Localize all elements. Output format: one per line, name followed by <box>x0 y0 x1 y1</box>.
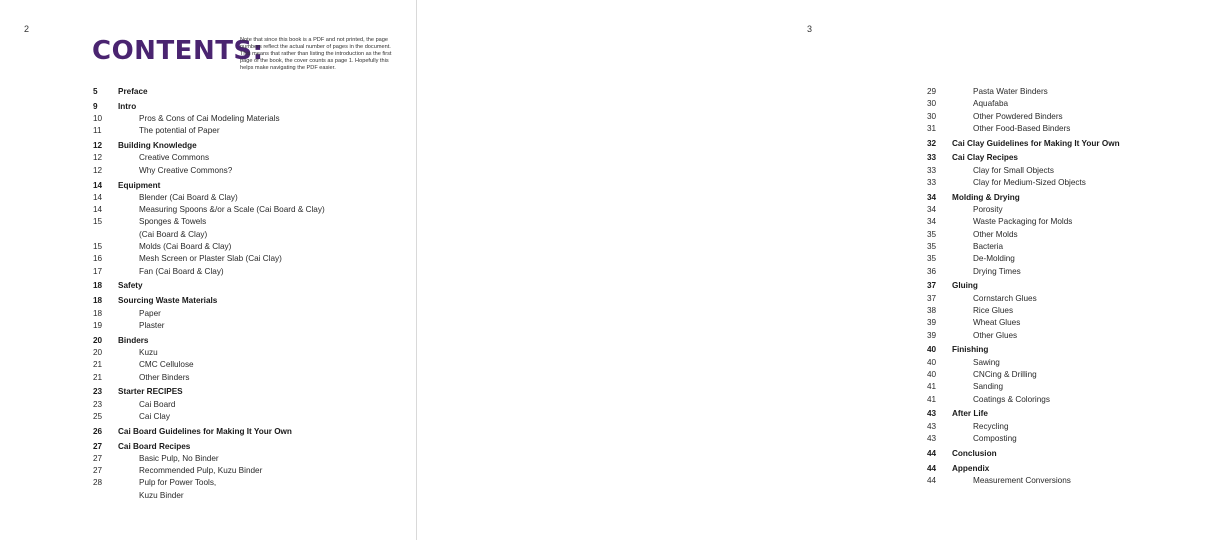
toc-page-number: 40 <box>927 357 937 367</box>
contents-title: CONTENTS: <box>92 36 264 66</box>
toc-page-number: 27 <box>93 453 103 463</box>
toc-page-number: 19 <box>93 320 103 330</box>
toc-page-number: 39 <box>927 330 937 340</box>
toc-entry-title: Measurement Conversions <box>973 475 1071 485</box>
toc-entry-title: Drying Times <box>973 266 1021 276</box>
toc-entry-title: Cornstarch Glues <box>973 293 1037 303</box>
toc-subsection-entry[interactable] <box>93 453 403 465</box>
toc-entry-title: Equipment <box>118 180 161 190</box>
toc-entry-title: Conclusion <box>952 448 997 458</box>
toc-entry-title: Finishing <box>952 345 989 355</box>
toc-entry-title: The potential of Paper <box>139 126 220 136</box>
toc-entry-title: Pasta Water Binders <box>973 87 1048 96</box>
toc-page-number: 37 <box>927 293 937 303</box>
toc-subsection-entry[interactable] <box>93 399 403 411</box>
toc-entry-title: Pros & Cons of Cai Modeling Materials <box>139 114 280 124</box>
toc-entry-title: Sawing <box>973 357 1000 367</box>
toc-subsection-entry[interactable] <box>927 229 1227 241</box>
page-number-left: 2 <box>24 24 30 34</box>
toc-entry-title: Preface <box>118 87 148 96</box>
toc-section-entry[interactable] <box>927 280 1227 292</box>
toc-page-number: 33 <box>927 165 937 175</box>
toc-entry-title: Aquafaba <box>973 99 1009 109</box>
toc-entry-title: Plaster <box>139 320 165 330</box>
toc-section-entry[interactable] <box>93 86 403 98</box>
toc-subsection-entry[interactable] <box>927 330 1227 342</box>
toc-entry-title: Rice Glues <box>973 306 1014 316</box>
toc-entry-title: Gluing <box>952 281 978 291</box>
toc-subsection-entry[interactable] <box>927 98 1227 110</box>
toc-entry-title: Binders <box>118 335 149 345</box>
toc-page-number: 18 <box>93 281 103 291</box>
toc-entry-title: Kuzu <box>139 347 158 357</box>
toc-entry-title: Creative Commons <box>139 153 210 163</box>
pdf-note: Note that since this book is a PDF and not printed, the page numbers reflect the actual number of pages in the document. This means that rather than listing the introduction as the first page of the book, the cover counts as page 1. Hopefully this helps make navigating the PDF easier. <box>240 37 392 71</box>
toc-subsection-entry[interactable] <box>93 241 403 253</box>
toc-entry-title: Clay for Medium-Sized Objects <box>973 178 1086 188</box>
toc-entry-title: Basic Pulp, No Binder <box>139 453 219 463</box>
toc-page-number: 40 <box>927 370 937 380</box>
toc-page-number: 39 <box>927 318 937 328</box>
toc-subsection-entry[interactable] <box>93 320 403 332</box>
toc-page-number: 36 <box>927 266 937 276</box>
toc-entry-title: Safety <box>118 281 143 291</box>
toc-subsection-entry[interactable] <box>93 165 403 177</box>
toc-entry-title: Paper <box>139 308 161 318</box>
toc-subsection-entry[interactable] <box>93 152 403 164</box>
toc-section-entry[interactable] <box>93 426 403 438</box>
toc-left-column <box>93 86 403 502</box>
left-page <box>0 0 416 540</box>
toc-page-number: 35 <box>927 229 937 239</box>
toc-entry-title: Cai Clay <box>139 411 170 421</box>
page-number-right: 3 <box>806 24 812 34</box>
toc-page-number: 21 <box>93 372 103 382</box>
toc-page-number: 5 <box>93 87 98 96</box>
toc-page-number: 14 <box>93 180 103 190</box>
toc-section-entry[interactable] <box>93 441 403 453</box>
toc-page-number: 15 <box>93 242 103 252</box>
toc-page-number: 41 <box>927 394 937 404</box>
toc-page-number: 31 <box>927 123 937 133</box>
toc-entry-title: Starter RECIPES <box>118 387 183 397</box>
toc-section-entry[interactable] <box>927 408 1227 420</box>
toc-subsection-entry[interactable] <box>927 86 1227 98</box>
toc-entry-title: Cai Board <box>139 399 176 409</box>
toc-page-number: 43 <box>927 434 937 444</box>
toc-subsection-entry[interactable] <box>927 241 1227 253</box>
toc-page-number: 12 <box>93 141 103 151</box>
toc-page-number: 30 <box>927 99 937 109</box>
toc-section-entry[interactable] <box>93 335 403 347</box>
toc-entry-title: Sanding <box>973 382 1004 392</box>
toc-page-number: 12 <box>93 153 103 163</box>
toc-subsection-entry[interactable] <box>927 216 1227 228</box>
toc-subsection-entry[interactable] <box>927 177 1227 189</box>
toc-page-number: 26 <box>93 426 103 436</box>
toc-entry-title: Porosity <box>973 205 1003 215</box>
toc-page-number: 20 <box>93 335 103 345</box>
toc-entry-title: Other Binders <box>139 372 190 382</box>
toc-page-number: 25 <box>93 411 103 421</box>
toc-page-number: 34 <box>927 192 937 202</box>
toc-subsection-entry[interactable] <box>927 165 1227 177</box>
toc-page-number: 34 <box>927 205 937 215</box>
toc-subsection-entry[interactable] <box>93 465 403 477</box>
toc-subsection-entry[interactable] <box>93 477 403 502</box>
toc-subsection-entry[interactable] <box>93 192 403 204</box>
toc-entry-title: Cai Clay Guidelines for Making It Your Own <box>952 138 1120 148</box>
toc-page-number: 43 <box>927 409 937 419</box>
toc-entry-title: CMC Cellulose <box>139 360 194 370</box>
toc-section-entry[interactable] <box>93 280 403 292</box>
toc-entry-title: Cai Board Guidelines for Making It Your Own <box>118 426 292 436</box>
toc-subsection-entry[interactable] <box>93 266 403 278</box>
toc-entry-title: Bacteria <box>973 242 1004 252</box>
toc-page-number: 35 <box>927 254 937 264</box>
toc-entry-title: Building Knowledge <box>118 141 197 151</box>
toc-section-entry[interactable] <box>927 138 1227 150</box>
toc-page-number: 35 <box>927 242 937 252</box>
toc-subsection-entry[interactable] <box>927 293 1227 305</box>
toc-entry-title: Why Creative Commons? <box>139 165 233 175</box>
toc-section-entry[interactable] <box>927 448 1227 460</box>
toc-section-entry[interactable] <box>927 463 1227 475</box>
toc-page-number: 18 <box>93 296 103 306</box>
toc-subsection-entry[interactable] <box>927 253 1227 265</box>
toc-page-number: 14 <box>93 192 103 202</box>
toc-page-number: 23 <box>93 399 103 409</box>
toc-entry-title: Cai Clay Recipes <box>952 153 1018 163</box>
toc-page-number: 44 <box>927 448 937 458</box>
toc-section-entry[interactable] <box>927 344 1227 356</box>
toc-subsection-entry[interactable] <box>93 253 403 265</box>
toc-subsection-entry[interactable] <box>93 204 403 216</box>
toc-entry-title: Intro <box>118 101 137 111</box>
toc-entry-title: Other Powdered Binders <box>973 111 1063 121</box>
toc-subsection-entry[interactable] <box>927 421 1227 433</box>
toc-subsection-entry[interactable] <box>93 347 403 359</box>
toc-entry-title: Molds (Cai Board & Clay) <box>139 242 232 252</box>
toc-page-number: 40 <box>927 345 937 355</box>
toc-entry-title: Recycling <box>973 421 1009 431</box>
toc-page-number: 44 <box>927 475 937 485</box>
toc-subsection-entry[interactable] <box>93 411 403 423</box>
toc-entry-title: Wheat Glues <box>973 318 1021 328</box>
toc-page-number: 27 <box>93 466 103 476</box>
toc-section-entry[interactable] <box>927 152 1227 164</box>
toc-entry-title: Mesh Screen or Plaster Slab (Cai Clay) <box>139 254 282 264</box>
toc-entry-title: Other Food-Based Binders <box>973 123 1071 133</box>
toc-entry-title: CNCing & Drilling <box>973 370 1037 380</box>
toc-page-number: 18 <box>93 308 103 318</box>
toc-page-number: 17 <box>93 266 103 276</box>
toc-subsection-entry[interactable] <box>93 113 403 125</box>
toc-entry-title: Blender (Cai Board & Clay) <box>139 192 238 202</box>
right-page <box>417 0 1120 540</box>
toc-page-number: 43 <box>927 421 937 431</box>
toc-subsection-entry[interactable] <box>927 357 1227 369</box>
toc-subsection-entry[interactable] <box>927 433 1227 445</box>
toc-section-entry[interactable] <box>93 101 403 113</box>
toc-subsection-entry[interactable] <box>927 381 1227 393</box>
toc-page-number: 20 <box>93 347 103 357</box>
toc-entry-title: Waste Packaging for Molds <box>973 217 1073 227</box>
toc-subsection-entry[interactable] <box>927 204 1227 216</box>
toc-page-number: 29 <box>927 87 937 96</box>
toc-page-number: 27 <box>93 441 103 451</box>
toc-entry-title: Other Glues <box>973 330 1018 340</box>
toc-page-number: 34 <box>927 217 937 227</box>
toc-page-number: 32 <box>927 138 937 148</box>
toc-section-entry[interactable] <box>93 140 403 152</box>
toc-subsection-entry[interactable] <box>927 317 1227 329</box>
toc-page-number: 37 <box>927 281 937 291</box>
toc-subsection-entry[interactable] <box>927 111 1227 123</box>
toc-entry-title: Measuring Spoons &/or a Scale (Cai Board & Clay) <box>139 205 325 215</box>
toc-subsection-entry[interactable] <box>927 475 1227 487</box>
toc-entry-title: Composting <box>973 434 1017 444</box>
toc-page-number: 10 <box>93 114 103 124</box>
toc-page-number: 9 <box>93 101 98 111</box>
toc-section-entry[interactable] <box>927 192 1227 204</box>
toc-page-number: 12 <box>93 165 103 175</box>
toc-entry-title: Cai Board Recipes <box>118 441 191 451</box>
toc-subsection-entry[interactable] <box>927 266 1227 278</box>
toc-entry-title: After Life <box>952 409 988 419</box>
toc-right-column <box>927 86 1227 487</box>
toc-page-number: 28 <box>93 478 103 488</box>
toc-page-number: 41 <box>927 382 937 392</box>
toc-page-number: 23 <box>93 387 103 397</box>
toc-entry-title: Recommended Pulp, Kuzu Binder <box>139 466 263 476</box>
toc-entry-title: Molding & Drying <box>952 192 1020 202</box>
toc-entry-title: Appendix <box>952 463 990 473</box>
toc-page-number: 33 <box>927 178 937 188</box>
toc-entry-title: Pulp for Power Tools, Kuzu Binder <box>139 478 217 500</box>
toc-page-number: 21 <box>93 360 103 370</box>
toc-page-number: 30 <box>927 111 937 121</box>
toc-subsection-entry[interactable] <box>927 394 1227 406</box>
toc-page-number: 33 <box>927 153 937 163</box>
toc-entry-title: Clay for Small Objects <box>973 165 1054 175</box>
toc-section-entry[interactable] <box>93 295 403 307</box>
toc-page-number: 44 <box>927 463 937 473</box>
toc-entry-title: Other Molds <box>973 229 1018 239</box>
toc-section-entry[interactable] <box>93 386 403 398</box>
toc-section-entry[interactable] <box>93 180 403 192</box>
toc-entry-title: Coatings & Colorings <box>973 394 1050 404</box>
toc-subsection-entry[interactable] <box>93 308 403 320</box>
toc-subsection-entry[interactable] <box>93 216 403 241</box>
toc-entry-title: Sponges & Towels (Cai Board & Clay) <box>139 217 208 239</box>
toc-entry-title: Fan (Cai Board & Clay) <box>139 266 224 276</box>
toc-subsection-entry[interactable] <box>93 372 403 384</box>
toc-page-number: 38 <box>927 306 937 316</box>
toc-subsection-entry[interactable] <box>93 125 403 137</box>
toc-subsection-entry[interactable] <box>93 359 403 371</box>
toc-page-number: 15 <box>93 217 103 227</box>
toc-subsection-entry[interactable] <box>927 305 1227 317</box>
toc-page-number: 11 <box>93 126 102 136</box>
toc-subsection-entry[interactable] <box>927 369 1227 381</box>
toc-subsection-entry[interactable] <box>927 123 1227 135</box>
toc-page-number: 16 <box>93 254 103 264</box>
toc-page-number: 14 <box>93 205 103 215</box>
toc-entry-title: Sourcing Waste Materials <box>118 296 218 306</box>
toc-entry-title: De-Molding <box>973 254 1015 264</box>
